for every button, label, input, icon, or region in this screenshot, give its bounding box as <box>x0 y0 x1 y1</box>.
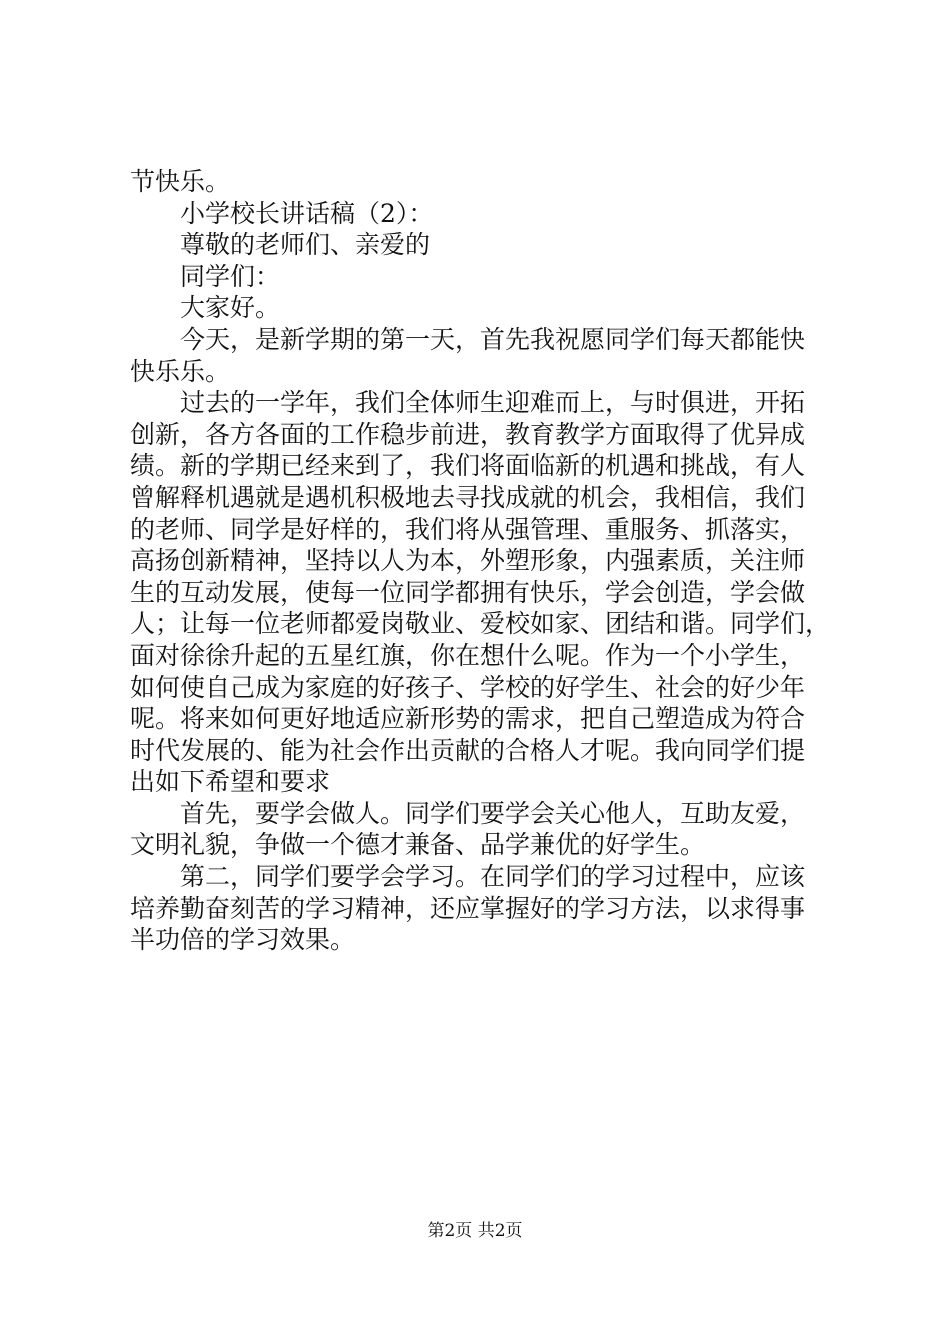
page-footer: 第2页 共2页 <box>427 1221 523 1241</box>
text-line: 的老师、同学是好样的，我们将从强管理、重服务、抓落实， <box>130 514 806 544</box>
text-line: 文明礼貌，争做一个德才兼备、品学兼优的好学生。 <box>130 830 706 860</box>
text-line: 大家好。 <box>180 293 281 323</box>
text-line: 出如下希望和要求 <box>130 767 331 797</box>
text-line: 高扬创新精神，坚持以人为本，外塑形象，内强素质，关注师 <box>130 546 806 576</box>
text-line: 时代发展的、能为社会作出贡献的合格人才呢。我向同学们提 <box>130 735 806 765</box>
text-line: 面对徐徐升起的五星红旗，你在想什么呢。作为一个小学生， <box>130 640 806 670</box>
text-line: 节快乐。 <box>130 167 231 196</box>
text-line: 培养勤奋刻苦的学习精神，还应掌握好的学习方法，以求得事 <box>130 893 806 923</box>
body-text <box>130 166 840 956</box>
text-line: 今天，是新学期的第一天，首先我祝愿同学们每天都能快 <box>180 324 806 354</box>
text-line: 快乐乐。 <box>130 356 231 386</box>
text-line: 人；让每一位老师都爱岗敬业、爱校如家、团结和谐。同学们， <box>130 609 831 639</box>
text-line: 同学们： <box>180 261 281 291</box>
text-line: 首先，要学会做人。同学们要学会关心他人，互助友爱， <box>180 798 806 828</box>
text-line: 尊敬的老师们、亲爱的 <box>180 230 431 260</box>
text-line: 呢。将来如何更好地适应新形势的需求，把自己塑造成为符合 <box>130 704 806 734</box>
text-line: 绩。新的学期已经来到了，我们将面临新的机遇和挑战，有人 <box>130 451 806 481</box>
text-line: 过去的一学年，我们全体师生迎难而上，与时俱进，开拓 <box>180 388 806 418</box>
text-line: 生的互动发展，使每一位同学都拥有快乐，学会创造，学会做 <box>130 577 806 607</box>
text-line: 如何使自己成为家庭的好孩子、学校的好学生、社会的好少年 <box>130 672 806 702</box>
text-line: 半功倍的学习效果。 <box>130 925 356 955</box>
text-line: 曾解释机遇就是遇机积极地去寻找成就的机会，我相信，我们 <box>130 482 806 512</box>
text-line: 第二，同学们要学会学习。在同学们的学习过程中，应该 <box>180 862 806 892</box>
text-line: 创新，各方各面的工作稳步前进，教育教学方面取得了优异成 <box>130 419 806 449</box>
text-line: 小学校长讲话稿（2）： <box>180 198 434 228</box>
